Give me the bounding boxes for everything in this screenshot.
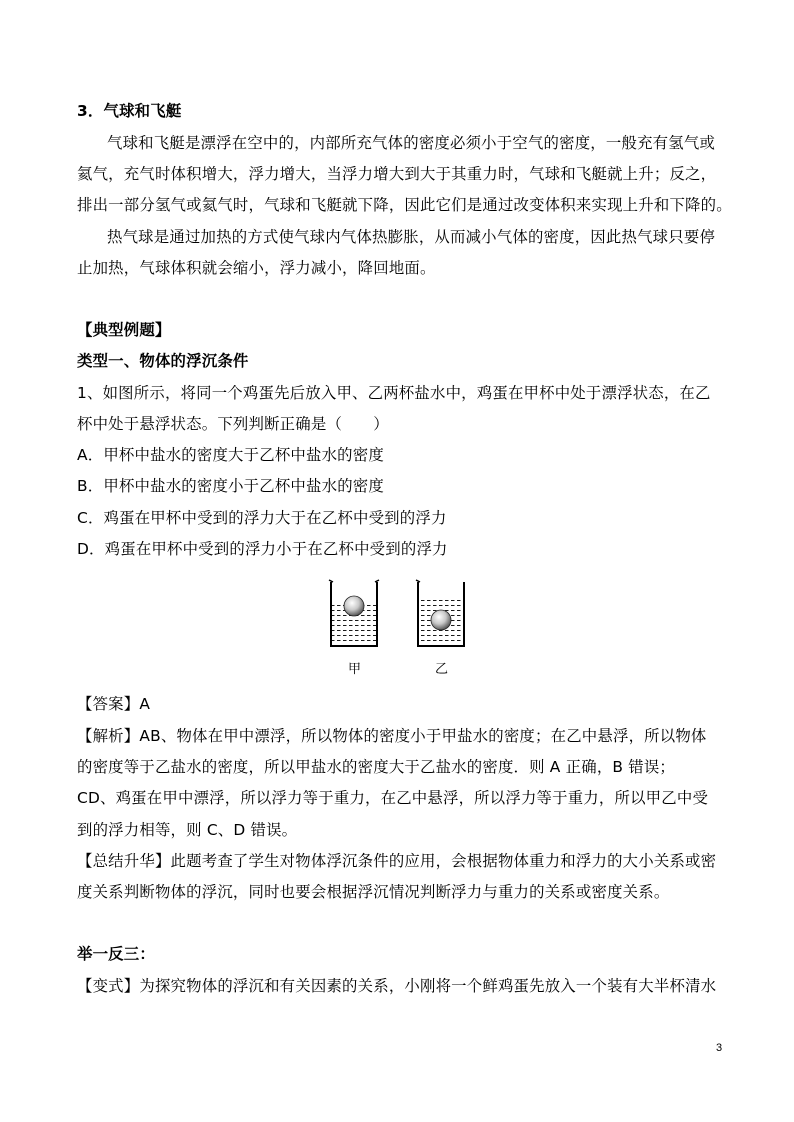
paragraph-line: 止加热，气球体积就会缩小，浮力减小，降回地面。 <box>77 259 436 277</box>
answer: 【答案】A <box>77 695 151 713</box>
option-d: D．鸡蛋在甲杯中受到的浮力小于在乙杯中受到的浮力 <box>77 540 448 558</box>
examples-heading: 【典型例题】 <box>77 321 171 339</box>
egg-floating <box>344 596 364 616</box>
paragraph-line: 气球和飞艇是漂浮在空中的，内部所充气体的密度必须小于空气的密度，一般充有氢气或 <box>107 134 716 152</box>
variant-line: 【变式】为探究物体的浮沉和有关因素的关系，小刚将一个鲜鸡蛋先放入一个装有大半杯清水 <box>77 977 717 995</box>
summary-line: 度关系判断物体的浮沉，同时也要会根据浮沉情况判断浮力与重力的关系或密度关系。 <box>77 883 670 901</box>
question-line: 1、如图所示，将同一个鸡蛋先后放入甲、乙两杯盐水中，鸡蛋在甲杯中处于漂浮状态，在乙 <box>77 384 711 402</box>
paragraph-line: 氦气，充气时体积增大，浮力增大，当浮力增大到大于其重力时，气球和飞艇就上升；反之， <box>77 165 717 183</box>
paragraph-line: 热气球是通过加热的方式使气球内气体热膨胀，从而减小气体的密度，因此热气球只要停 <box>107 228 716 246</box>
summary-line: 【总结升华】此题考查了学生对物体浮沉条件的应用，会根据物体重力和浮力的大小关系或密 <box>77 852 717 870</box>
option-c: C．鸡蛋在甲杯中受到的浮力大于在乙杯中受到的浮力 <box>77 509 447 527</box>
beaker-b <box>416 580 464 646</box>
beaker-a <box>329 580 379 646</box>
option-b: B．甲杯中盐水的密度小于乙杯中盐水的密度 <box>77 477 384 495</box>
analysis-line: 的密度等于乙盐水的密度，所以甲盐水的密度大于乙盐水的密度．则 A 正确，B 错误； <box>77 758 676 776</box>
section-heading: 3．气球和飞艇 <box>77 102 182 120</box>
question-line: 杯中处于悬浮状态。下列判断正确是（ ） <box>77 415 389 433</box>
practice-heading: 举一反三： <box>77 945 155 963</box>
analysis-line: CD、鸡蛋在甲中漂浮，所以浮力等于重力，在乙中悬浮，所以浮力等于重力，所以甲乙中受 <box>77 789 709 807</box>
figure-label-b: 乙 <box>435 662 449 677</box>
analysis-line: 到的浮力相等，则 C、D 错误。 <box>77 821 298 839</box>
egg-suspended <box>431 610 451 630</box>
paragraph-line: 排出一部分氢气或氦气时，气球和飞艇就下降，因此它们是通过改变体积来实现上升和下降的。 <box>77 196 732 214</box>
analysis-line: 【解析】AB、物体在甲中漂浮，所以物体的密度小于甲盐水的密度；在乙中悬浮，所以物体 <box>77 727 707 745</box>
figure-label-a: 甲 <box>348 662 362 677</box>
type-heading: 类型一、物体的浮沉条件 <box>77 352 249 370</box>
page-number: 3 <box>716 1042 723 1054</box>
option-a: A．甲杯中盐水的密度大于乙杯中盐水的密度 <box>77 446 384 464</box>
